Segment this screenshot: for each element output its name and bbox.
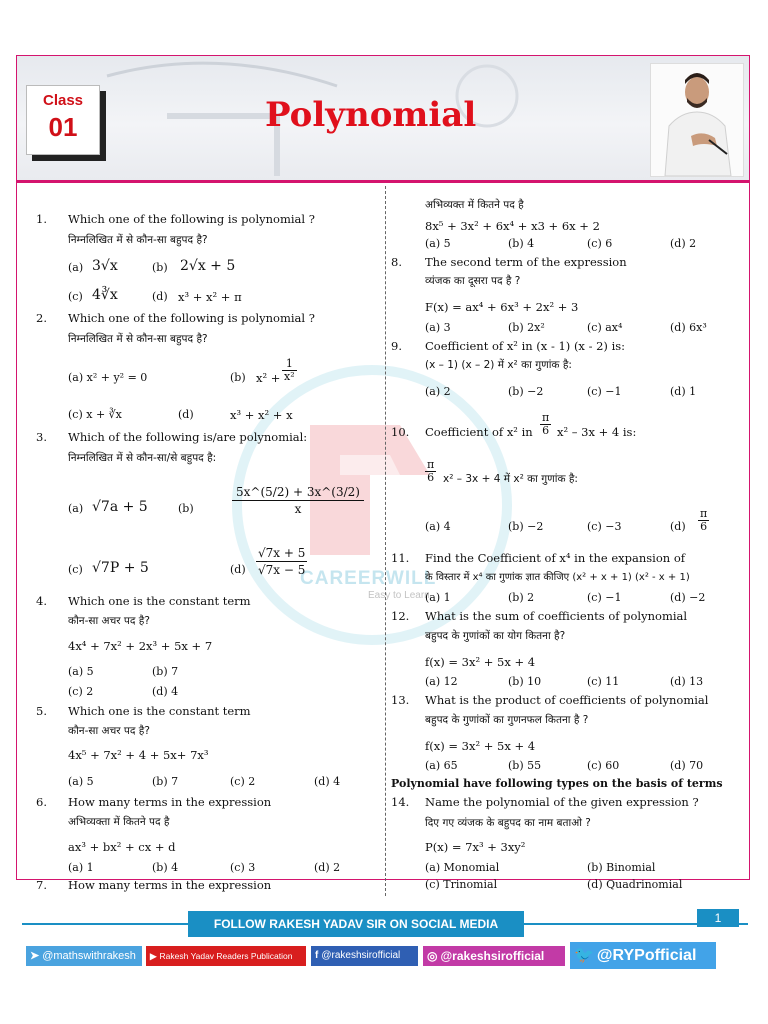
q3-d-num: √7x + 5 <box>258 546 306 560</box>
q3-option-c-label: (c) <box>68 563 83 576</box>
twitter-icon: 🐦 <box>574 947 594 964</box>
q10-option-b: (b) −2 <box>508 520 544 533</box>
q11-text-en: Find the Coefficient of x⁴ in the expansion of <box>425 551 686 565</box>
q1-option-a-label: (a) <box>68 261 84 274</box>
q10-option-d-label: (d) <box>670 520 686 533</box>
q6-option-c: (c) 3 <box>230 861 256 874</box>
q7-option-c: (c) 6 <box>587 237 613 250</box>
q11-option-b: (b) 2 <box>508 591 535 604</box>
q2-option-b-pre: x² + <box>256 371 281 385</box>
youtube-channel: Rakesh Yadav Readers Publication <box>159 951 293 961</box>
q7-number: 7. <box>36 878 47 892</box>
instagram-link[interactable] <box>423 946 565 966</box>
q6-text-en: How many terms in the expression <box>68 795 272 809</box>
q10-frac-den: 6 <box>542 424 550 437</box>
q4-text-en: Which one is the constant term <box>68 594 251 608</box>
author-photo <box>650 63 744 177</box>
q5-option-a: (a) 5 <box>68 775 94 788</box>
q8-option-d: (d) 6x³ <box>670 321 707 334</box>
q6-text-hi: अभिव्यक्ता में कितने पद है <box>68 816 170 828</box>
q10-option-d-frac <box>698 508 709 533</box>
q12-text-en: What is the sum of coefficients of polynomial <box>425 609 688 623</box>
q14-option-b: (b) Binomial <box>587 861 656 874</box>
q14-expression: P(x) = 7x³ + 3xy² <box>425 840 526 854</box>
q9-option-c: (c) −1 <box>587 385 622 398</box>
q14-option-c: (c) Trinomial <box>425 878 498 891</box>
instagram-handle: @rakeshsirofficial <box>440 949 545 963</box>
q2-frac-num: 1 <box>282 358 297 371</box>
q13-option-d: (d) 70 <box>670 759 704 772</box>
q14-option-a: (a) Monomial <box>425 861 500 874</box>
q13-expression: f(x) = 3x² + 5x + 4 <box>425 739 536 753</box>
q1-option-c: 4∛x <box>92 287 118 303</box>
q5-expression: 4x⁵ + 7x² + 4 + 5x+ 7x³ <box>68 748 209 762</box>
q2-option-c: (c) x + ∛x <box>68 408 122 421</box>
q1-option-d: x³ + x² + π <box>178 290 242 304</box>
q12-option-a: (a) 12 <box>425 675 458 688</box>
q9-option-b: (b) −2 <box>508 385 544 398</box>
q3-option-d-label: (d) <box>230 563 246 576</box>
q5-option-d: (d) 4 <box>314 775 341 788</box>
section-heading: Polynomial have following types on the basis of terms <box>391 777 723 790</box>
q1-number: 1. <box>36 212 47 226</box>
q4-expression: 4x⁴ + 7x² + 2x³ + 5x + 7 <box>68 639 213 653</box>
q8-option-b: (b) 2x² <box>508 321 545 334</box>
q11-text-hi: के विस्तार में x⁴ का गुणांक ज्ञात कीजिए (x² + x + 1) (x² - x + 1) <box>425 572 690 583</box>
q11-option-a: (a) 1 <box>425 591 451 604</box>
q5-option-c: (c) 2 <box>230 775 256 788</box>
q3-text-en: Which of the following is/are polynomial: <box>68 430 308 444</box>
twitter-link[interactable] <box>570 942 716 969</box>
q2-frac-den: x² <box>284 370 295 383</box>
telegram-handle: @mathswithrakesh <box>42 950 136 962</box>
q4-number: 4. <box>36 594 47 608</box>
facebook-link[interactable] <box>311 946 418 966</box>
q10-hi-frac-den: 6 <box>427 471 435 484</box>
q2-text-hi: निम्नलिखित में से कौन-सा बहुपद है? <box>68 333 208 345</box>
q2-option-d-label: (d) <box>178 408 194 421</box>
q3-option-b-label: (b) <box>178 502 194 515</box>
q6-expression: ax³ + bx² + cx + d <box>68 840 176 854</box>
q7-option-a: (a) 5 <box>425 237 451 250</box>
q10-d-den: 6 <box>700 520 708 533</box>
q7-option-b: (b) 4 <box>508 237 535 250</box>
q5-text-hi: कौन-सा अचर पद है? <box>68 725 150 737</box>
q4-option-d: (d) 4 <box>152 685 179 698</box>
q12-number: 12. <box>391 609 410 623</box>
q4-option-c: (c) 2 <box>68 685 94 698</box>
q14-number: 14. <box>391 795 410 809</box>
telegram-icon: ➤ <box>30 950 40 962</box>
q8-text-hi: व्यंजक का दूसरा पद है ? <box>425 275 521 287</box>
q13-text-hi: बहुपद के गुणांकों का गुणनफल कितना है ? <box>425 714 589 726</box>
q10-frac-num: π <box>542 411 550 424</box>
q13-option-a: (a) 65 <box>425 759 458 772</box>
q10-text-hi: x² – 3x + 4 में x² का गुणांक है: <box>443 473 578 485</box>
q11-option-d: (d) −2 <box>670 591 706 604</box>
q12-expression: f(x) = 3x² + 5x + 4 <box>425 655 536 669</box>
q14-text-en: Name the polynomial of the given expression ? <box>425 795 699 809</box>
q7-text-hi: अभिव्यक्त में कितने पद है <box>425 199 524 211</box>
q4-text-hi: कौन-सा अचर पद है? <box>68 615 150 627</box>
q13-text-en: What is the product of coefficients of polynomial <box>425 693 709 707</box>
q2-option-b-label: (b) <box>230 371 246 384</box>
q8-option-c: (c) ax⁴ <box>587 321 623 334</box>
q10-frac <box>540 412 551 437</box>
youtube-link[interactable] <box>146 946 306 966</box>
q9-option-d: (d) 1 <box>670 385 697 398</box>
q8-option-a: (a) 3 <box>425 321 451 334</box>
q8-number: 8. <box>391 255 402 269</box>
q10-number: 10. <box>391 425 410 439</box>
q7-option-d: (d) 2 <box>670 237 697 250</box>
facebook-handle: @rakeshsirofficial <box>321 950 401 961</box>
class-label: Class <box>42 92 84 109</box>
q1-option-c-label: (c) <box>68 290 83 303</box>
q3-b-den: x <box>294 502 302 516</box>
q10-d-num: π <box>700 507 708 520</box>
q1-option-a: 3√x <box>92 258 118 274</box>
q13-number: 13. <box>391 693 410 707</box>
q10-text-pre: Coefficient of x² in <box>425 425 533 439</box>
q5-text-en: Which one is the constant term <box>68 704 251 718</box>
q2-text-en: Which one of the following is polynomial ? <box>68 311 315 325</box>
facebook-icon: f <box>315 950 319 961</box>
q4-option-a: (a) 5 <box>68 665 94 678</box>
q2-option-a: (a) x² + y² = 0 <box>68 371 148 384</box>
q4-option-b: (b) 7 <box>152 665 179 678</box>
q3-option-b-frac <box>232 484 364 517</box>
q13-option-c: (c) 60 <box>587 759 620 772</box>
twitter-handle: @RYPofficial <box>596 947 697 964</box>
q12-option-d: (d) 13 <box>670 675 704 688</box>
q12-option-b: (b) 10 <box>508 675 542 688</box>
q6-option-a: (a) 1 <box>68 861 94 874</box>
q1-text-hi: निम्नलिखित में से कौन-सा बहुपद है? <box>68 234 208 246</box>
q3-option-a-label: (a) <box>68 502 84 515</box>
q3-option-d-frac <box>256 545 307 578</box>
q10-text-post: x² – 3x + 4 is: <box>557 425 637 439</box>
q8-expression: F(x) = ax⁴ + 6x³ + 2x² + 3 <box>425 300 579 314</box>
q3-text-hi: निम्नलिखित में से कौन-सा/से बहुपद है: <box>68 452 217 464</box>
q5-number: 5. <box>36 704 47 718</box>
q7-expression: 8x⁵ + 3x² + 6x⁴ + x3 + 6x + 2 <box>425 219 600 233</box>
q10-hi-frac <box>425 459 436 484</box>
q2-option-b-frac <box>282 358 297 383</box>
q1-option-d-label: (d) <box>152 290 168 303</box>
q2-number: 2. <box>36 311 47 325</box>
q9-text-en: Coefficient of x² in (x - 1) (x - 2) is: <box>425 339 626 353</box>
q9-option-a: (a) 2 <box>425 385 451 398</box>
instagram-icon: ◎ <box>427 949 438 963</box>
q1-option-b: 2√x + 5 <box>180 258 236 274</box>
q6-number: 6. <box>36 795 47 809</box>
q10-hi-frac-num: π <box>427 458 435 471</box>
q3-option-a: √7a + 5 <box>92 499 148 515</box>
q6-option-d: (d) 2 <box>314 861 341 874</box>
watermark-tagline: Easy to Learn <box>368 590 430 601</box>
page-title: Polynomial <box>265 95 477 135</box>
q11-number: 11. <box>391 551 410 565</box>
q8-text-en: The second term of the expression <box>425 255 627 269</box>
q7-text-en: How many terms in the expression <box>68 878 272 892</box>
column-divider <box>385 186 387 896</box>
q13-option-b: (b) 55 <box>508 759 542 772</box>
q10-option-c: (c) −3 <box>587 520 622 533</box>
q9-text-hi: (x – 1) (x – 2) में x² का गुणांक है: <box>425 359 572 371</box>
q3-b-num: 5x^(5/2) + 3x^(3/2) <box>232 484 364 501</box>
page-number: 1 <box>697 909 739 927</box>
q5-option-b: (b) 7 <box>152 775 179 788</box>
q14-text-hi: दिए गए व्यंजक के बहुपद का नाम बताओ ? <box>425 817 591 829</box>
q11-option-c: (c) −1 <box>587 591 622 604</box>
follow-banner: FOLLOW RAKESH YADAV SIR ON SOCIAL MEDIA <box>188 911 524 937</box>
q1-option-b-label: (b) <box>152 261 168 274</box>
q3-number: 3. <box>36 430 47 444</box>
q10-option-a: (a) 4 <box>425 520 451 533</box>
class-badge <box>26 85 100 155</box>
youtube-icon: ▶ <box>150 951 157 961</box>
q3-d-den: √7x − 5 <box>258 563 306 577</box>
watermark-name: CAREERWILL <box>300 568 437 589</box>
class-number: 01 <box>48 112 78 142</box>
q2-option-d: x³ + x² + x <box>230 408 293 422</box>
q14-option-d: (d) Quadrinomial <box>587 878 683 891</box>
q12-option-c: (c) 11 <box>587 675 620 688</box>
q3-option-c: √7P + 5 <box>92 560 149 576</box>
q6-option-b: (b) 4 <box>152 861 179 874</box>
q1-text-en: Which one of the following is polynomial ? <box>68 212 315 226</box>
q9-number: 9. <box>391 339 402 353</box>
telegram-link[interactable] <box>26 946 142 966</box>
q12-text-hi: बहुपद के गुणांकों का योग कितना है? <box>425 630 566 642</box>
